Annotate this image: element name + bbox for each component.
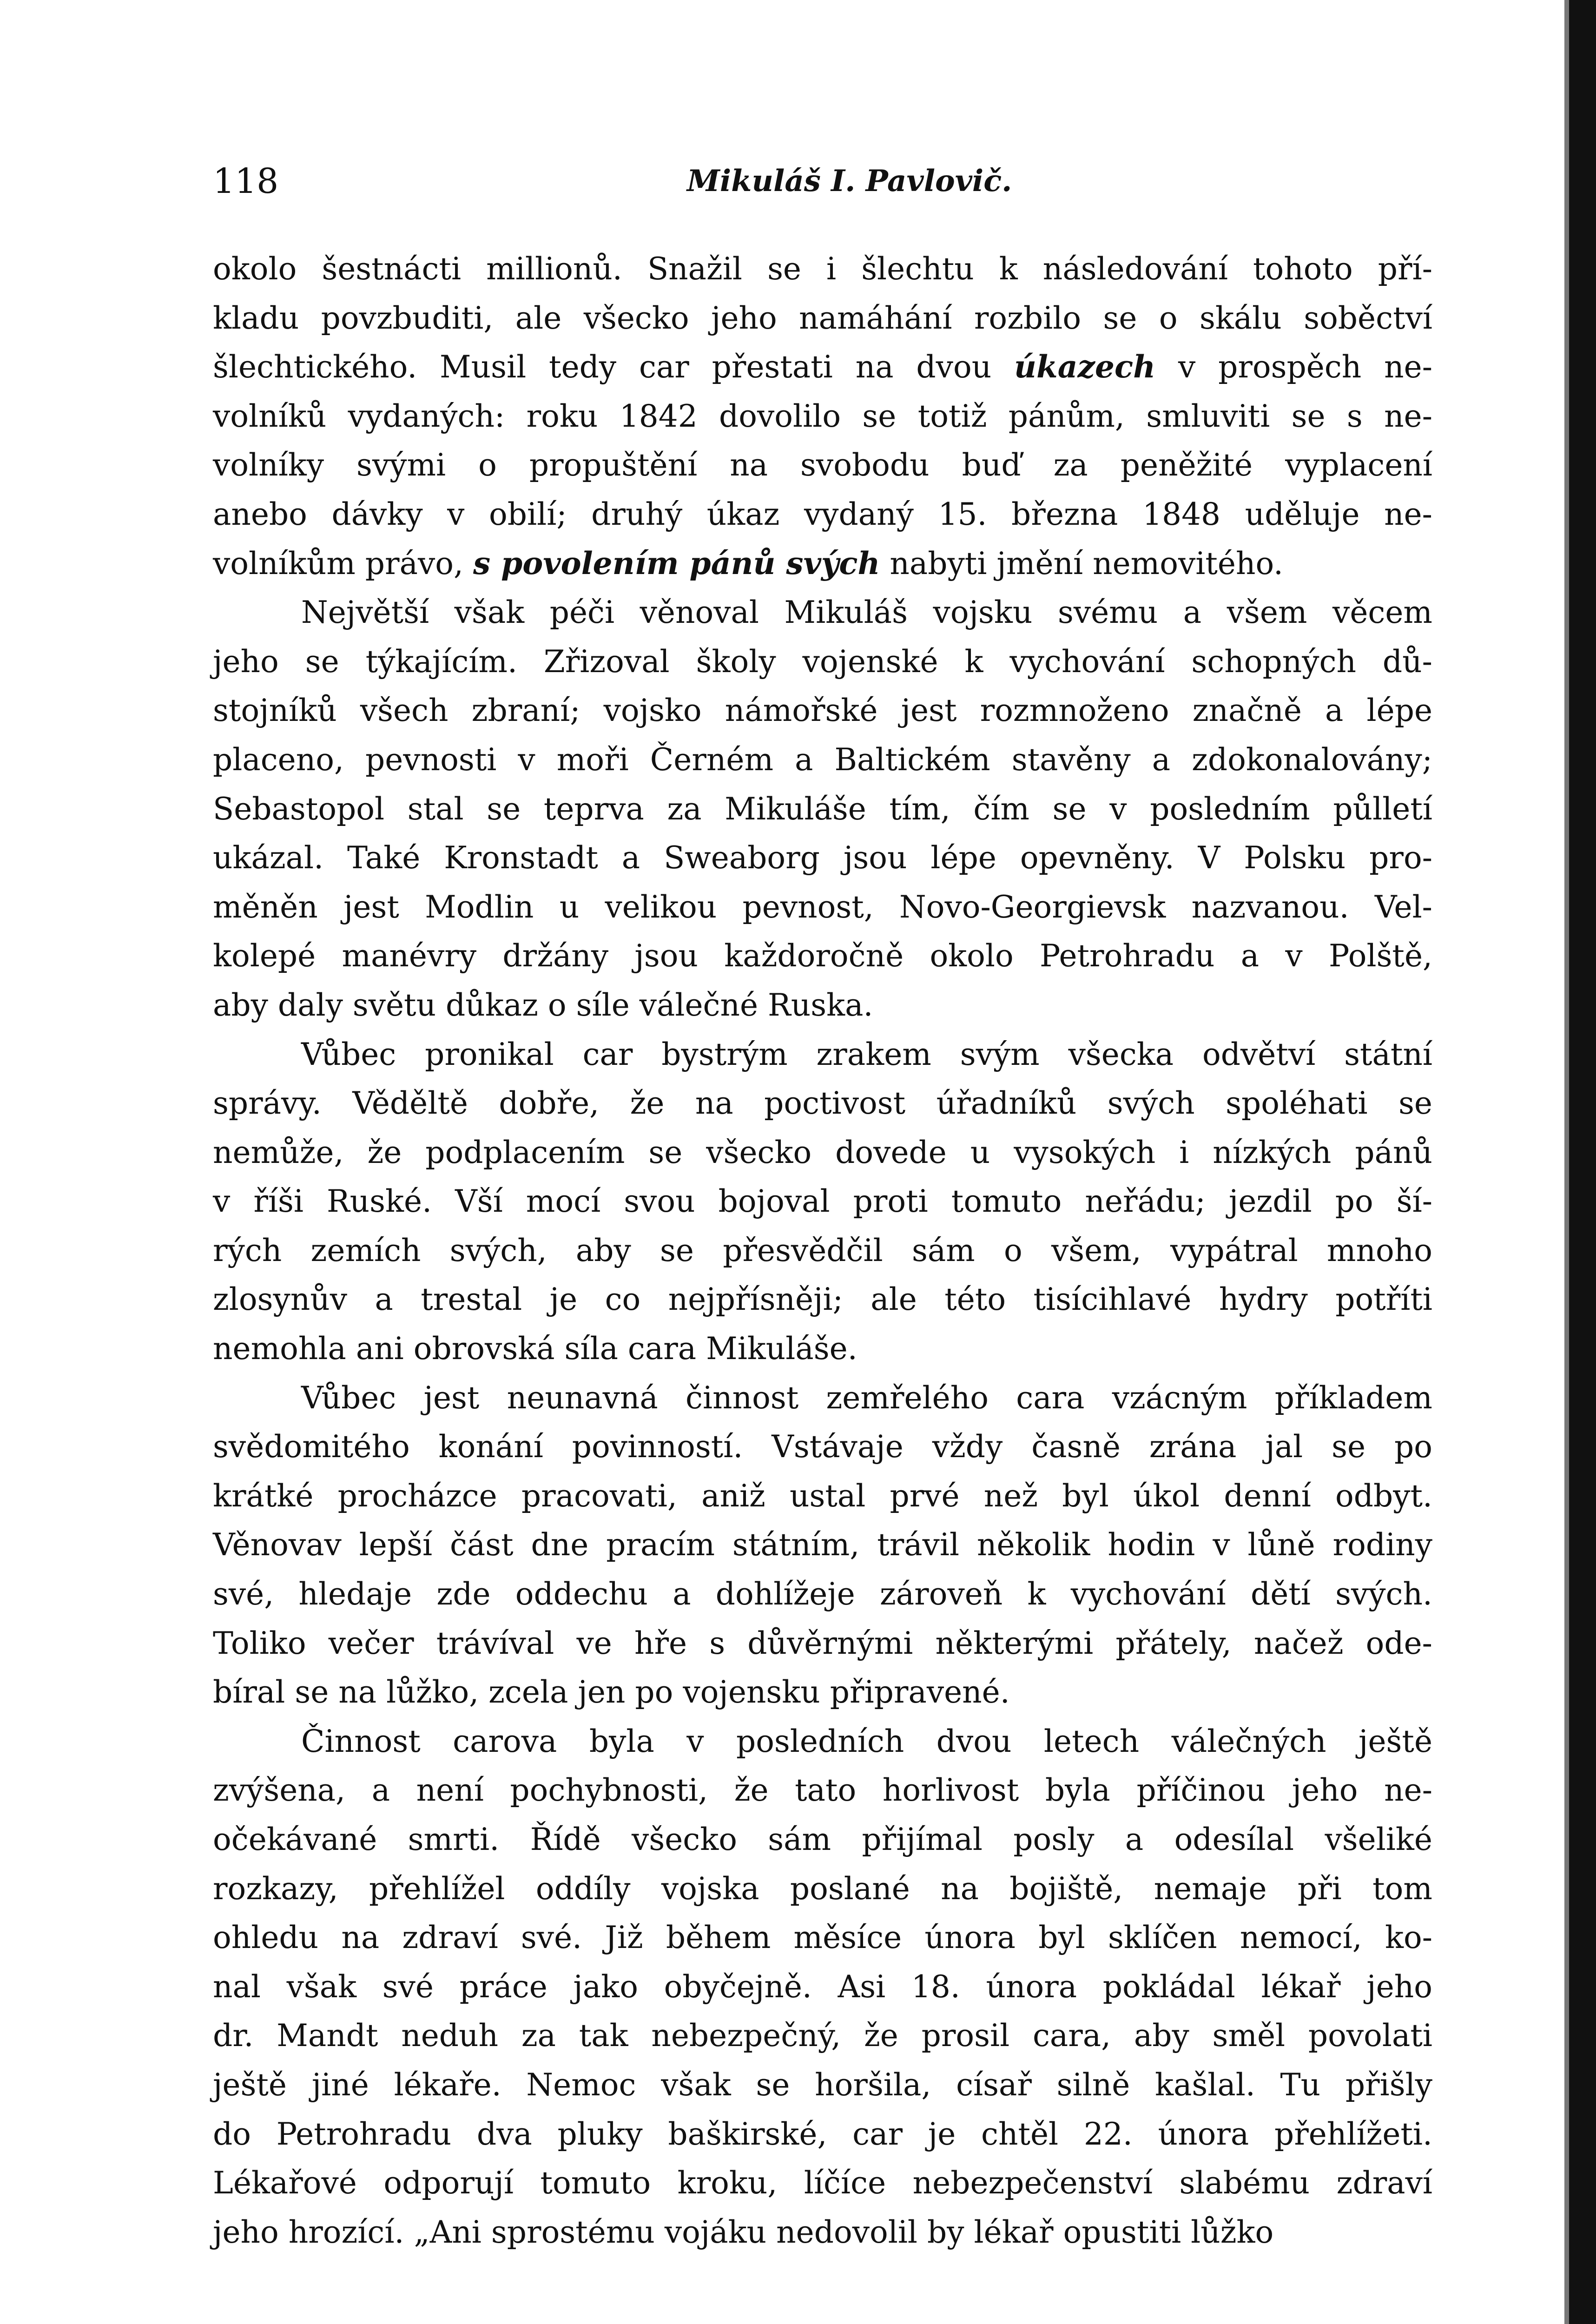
text-run: volníkům právo,	[213, 545, 473, 581]
text-run: okolo šestnácti millionů. Snažil se i šlechtu k následování tohoto pří-	[213, 251, 1432, 287]
text-run: nal však své práce jako obyčejně. Asi 18. února pokládal lékař jeho	[213, 1968, 1432, 2005]
text-line	[213, 686, 1432, 735]
text-run: Toliko večer trávíval ve hře s důvěrnými některými přátely, načež ode-	[213, 1625, 1432, 1661]
text-line	[213, 343, 1432, 392]
text-run: Vůbec jest neunavná činnost zemřelého cara vzácným příkladem	[301, 1380, 1432, 1416]
text-line	[213, 1619, 1432, 1668]
text-run: krátké procházce pracovati, aniž ustal prvé než byl úkol denní odbyt.	[213, 1478, 1432, 1514]
text-line	[213, 588, 1432, 637]
text-line	[213, 1815, 1432, 1864]
text-line	[213, 539, 1432, 588]
text-line	[213, 1520, 1432, 1570]
text-run: ještě jiné lékaře. Nemoc však se horšila, císař silně kašlal. Tu přišly	[213, 2067, 1432, 2103]
text-run: nemohla ani obrovská síla cara Mikuláše.	[213, 1331, 857, 1367]
text-run: nabyti jmění nemovitého.	[880, 545, 1284, 581]
text-line	[213, 2208, 1432, 2257]
text-run: Lékařové odporují tomuto kroku, líčíce nebezpečenství slabému zdraví	[213, 2165, 1432, 2201]
text-line	[213, 2060, 1432, 2110]
text-line	[213, 1128, 1432, 1177]
text-run: rozkazy, přehlížel oddíly vojska poslané na bojiště, nemaje při tom	[213, 1870, 1432, 1907]
text-run: kolepé manévry držány jsou každoročně okolo Petrohradu a v Polště,	[213, 938, 1432, 974]
text-run: očekávané smrti. Řídě všecko sám přijímal posly a odesílal všeliké	[213, 1822, 1432, 1857]
text-run: Největší však péči věnoval Mikuláš vojsku svému a všem věcem	[301, 594, 1432, 631]
running-title: Mikuláš I. Pavlovič.	[687, 164, 1012, 198]
text-run: jeho se týkajícím. Zřizoval školy vojenské k vychování schopných dů-	[213, 643, 1432, 680]
text-line	[213, 1275, 1432, 1324]
text-run: Vůbec pronikal car bystrým zrakem svým všecka odvětví státní	[301, 1036, 1432, 1072]
text-line	[213, 1079, 1432, 1128]
text-run: rých zemích svých, aby se přesvědčil sám o všem, vypátral mnoho	[213, 1232, 1432, 1268]
text-line	[213, 1962, 1432, 2012]
text-run: šlechtického. Musil tedy car přestati na dvou	[213, 349, 1015, 385]
text-run: měněn jest Modlin u velikou pevnost, Novo-Georgievsk nazvanou. Vel-	[213, 889, 1432, 925]
text-line	[213, 1030, 1432, 1079]
text-run: jeho hrozící. „Ani sprostému vojáku nedovolil by lékař opustiti lůžko	[213, 2214, 1274, 2250]
emphasis-text: s povolením pánů svých	[473, 545, 880, 581]
text-run: dr. Mandt neduh za tak nebezpečný, že prosil cara, aby směl povolati	[213, 2018, 1432, 2054]
text-line	[213, 1373, 1432, 1423]
text-run: volníky svými o propuštění na svobodu buď za peněžité vyplacení	[213, 447, 1432, 483]
text-line	[213, 1570, 1432, 1619]
text-run: zlosynův a trestal je co nejpřísněji; ale této tisícihlavé hydry potříti	[213, 1281, 1432, 1318]
text-run: do Petrohradu dva pluky baškirské, car je chtěl 22. února přehlížeti.	[213, 2116, 1432, 2152]
text-run: Činnost carova byla v posledních dvou letech válečných ještě	[301, 1723, 1432, 1759]
page-number: 118	[213, 161, 279, 201]
text-line	[213, 1717, 1432, 1766]
text-run: ukázal. Také Kronstadt a Sweaborg jsou lépe opevněny. V Polsku pro-	[213, 840, 1432, 876]
text-line	[213, 1766, 1432, 1815]
text-line	[213, 1177, 1432, 1226]
text-line	[213, 2159, 1432, 2208]
text-run: svědomitého konání povinností. Vstávaje vždy časně zrána jal se po	[213, 1429, 1432, 1465]
text-run: placeno, pevnosti v moři Černém a Baltickém stavěny a zdokonalovány;	[213, 741, 1432, 778]
text-line	[213, 441, 1432, 490]
page-header	[213, 153, 1432, 209]
text-line	[213, 1913, 1432, 1962]
text-line	[213, 2011, 1432, 2060]
text-run: zvýšena, a není pochybnosti, že tato horlivost byla příčinou jeho ne-	[213, 1772, 1432, 1809]
text-line	[213, 931, 1432, 981]
body-text	[213, 244, 1432, 2257]
text-line	[213, 637, 1432, 687]
text-line	[213, 1226, 1432, 1275]
text-line	[213, 2110, 1432, 2159]
text-run: kladu povzbuditi, ale všecko jeho namáhání rozbilo se o skálu soběctví	[213, 300, 1432, 336]
text-line	[213, 392, 1432, 441]
text-line	[213, 1324, 1432, 1373]
text-run: správy. Věděltě dobře, že na poctivost úřadníků svých spoléhati se	[213, 1085, 1432, 1122]
text-run: Sebastopol stal se teprva za Mikuláše tím, čím se v posledním půlletí	[213, 791, 1432, 827]
text-run: aby daly světu důkaz o síle válečné Ruska.	[213, 987, 873, 1023]
text-run: anebo dávky v obilí; druhý úkaz vydaný 15. března 1848 uděluje ne-	[213, 496, 1432, 532]
text-line	[213, 294, 1432, 343]
text-line	[213, 1668, 1432, 1717]
text-line	[213, 1472, 1432, 1521]
text-run: v prospěch ne-	[1155, 349, 1432, 385]
text-line	[213, 244, 1432, 294]
text-line	[213, 883, 1432, 932]
text-line	[213, 490, 1432, 539]
text-run: stojníků všech zbraní; vojsko námořské jest rozmnoženo značně a lépe	[213, 693, 1432, 729]
emphasis-text: úkazech	[1014, 349, 1156, 385]
text-run: v říši Ruské. Vší mocí svou bojoval proti tomuto neřádu; jezdil po ší-	[213, 1183, 1432, 1220]
scan-border	[1569, 0, 1596, 2324]
text-line	[213, 981, 1432, 1030]
text-run: bíral se na lůžko, zcela jen po vojensku připravené.	[213, 1674, 1010, 1710]
text-run: své, hledaje zde oddechu a dohlížeje zároveň k vychování dětí svých.	[213, 1576, 1432, 1612]
page-edge-shadow	[1564, 0, 1569, 2324]
text-run: Věnovav lepší část dne pracím státním, trávil několik hodin v lůně rodiny	[213, 1527, 1432, 1563]
text-line	[213, 735, 1432, 785]
text-run: ohledu na zdraví své. Již během měsíce února byl sklíčen nemocí, ko-	[213, 1920, 1432, 1956]
text-run: nemůže, že podplacením se všecko dovede u vysokých i nízkých pánů	[213, 1134, 1432, 1170]
text-line	[213, 1864, 1432, 1914]
text-run: volníků vydaných: roku 1842 dovolilo se totiž pánům, smluviti se s ne-	[213, 398, 1432, 434]
text-line	[213, 785, 1432, 834]
text-line	[213, 1422, 1432, 1472]
text-line	[213, 833, 1432, 883]
